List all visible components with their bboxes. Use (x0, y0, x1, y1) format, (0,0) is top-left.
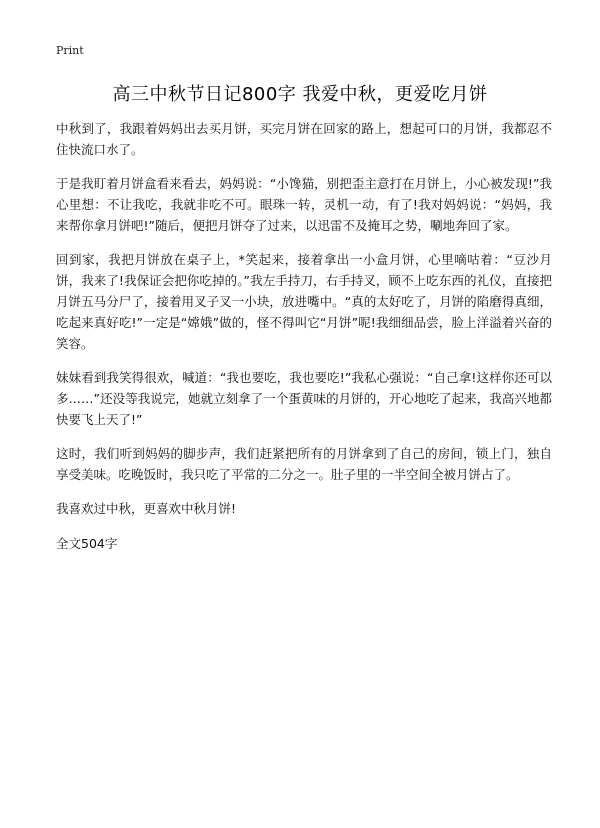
paragraph-5: 这时，我们听到妈妈的脚步声，我们赶紧把所有的月饼拿到了自己的房间，锁上门，独自享受美味。吃晚饭时，我只吃了平常的二分之一。肚子里的一半空间全被月饼占了。 (56, 446, 552, 482)
print-link[interactable]: Print (56, 44, 84, 57)
paragraph-4: 妹妹看到我笑得很欢，喊道：“我也要吃，我也要吃!”我私心强说：“自己拿!这样你还可以多……”还没等我说完，她就立刻拿了一个蛋黄味的月饼的，开心地吃了起来，我高兴地都快要飞上天了!” (56, 370, 552, 427)
word-count: 全文504字 (56, 536, 118, 551)
paragraph-1: 中秋到了，我跟着妈妈出去买月饼，买完月饼在回家的路上，想起可口的月饼，我都忍不住快流口水了。 (56, 121, 552, 157)
page-title: 高三中秋节日记800字 我爱中秋，更爱吃月饼 (112, 84, 488, 105)
article-body (56, 118, 552, 567)
paragraph-3: 回到家，我把月饼放在桌子上，*笑起来，接着拿出一小盒月饼，心里嘀咕着：“豆沙月饼，我来了!我保证会把你吃掉的。”我左手持刀，右手持叉，顾不上吃东西的礼仪，直接把月饼五马分尸了，接着用叉子叉一小块，放进嘴中。“真的太好吃了，月饼的陷磨得真细，吃起来真好吃!”一定是“嫦娥”做的，怪不得叫它“月饼”呢!我细细品尝，脸上洋溢着兴奋的笑容。 (56, 252, 552, 351)
paragraph-2: 于是我盯着月饼盒看来看去，妈妈说：“小馋猫，别把歪主意打在月饼上，小心被发现!”我心里想：不让我吃，我就非吃不可。眼珠一转，灵机一动，有了!我对妈妈说：“妈妈，我来帮你拿月饼吧!”随后，便把月饼夺了过来，以迅雷不及掩耳之势，唰地奔回了家。 (56, 176, 552, 233)
paragraph-6: 我喜欢过中秋，更喜欢中秋月饼! (56, 501, 237, 516)
